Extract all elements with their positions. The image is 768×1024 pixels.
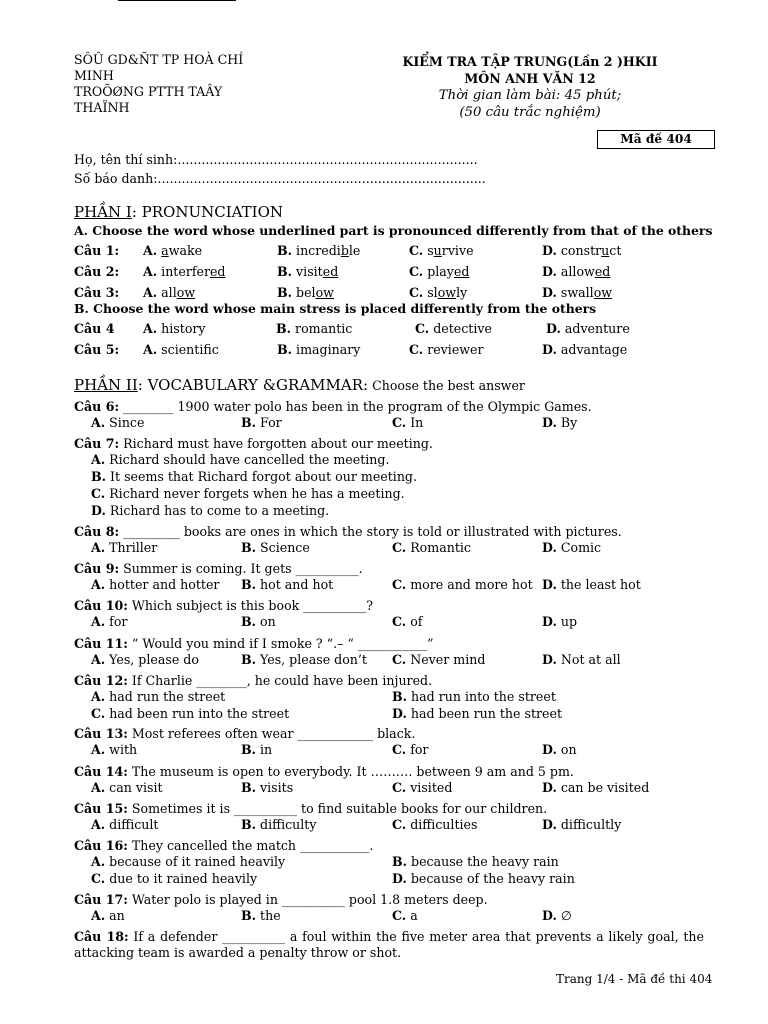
option-letter: D. <box>542 908 557 923</box>
option-text: Since <box>105 415 145 430</box>
question-text: Summer is coming. It gets __________. <box>119 561 363 576</box>
option-letter: B. <box>277 285 293 300</box>
option-letter: D. <box>542 243 557 258</box>
option-letter: B. <box>241 540 257 555</box>
exam-time: Thời gian làm bài: 45 phút; <box>438 88 622 103</box>
answer-option <box>409 285 467 300</box>
option-letter: A. <box>91 780 106 795</box>
option-letter: B. <box>276 321 292 336</box>
option-text: difficult <box>105 817 159 832</box>
option-text: on <box>556 742 577 757</box>
answer-option <box>143 321 206 336</box>
option-letter: D. <box>542 342 557 357</box>
answer-option <box>91 854 285 869</box>
option-text: hot and hot <box>256 577 334 592</box>
option-text: Richard should have cancelled the meeting. <box>105 452 390 467</box>
question-text: They cancelled the match ___________. <box>127 838 374 853</box>
answer-option <box>91 415 144 430</box>
option-text: had been run into the street <box>105 706 290 721</box>
option-text: for <box>105 614 128 629</box>
question-number: Câu 6: <box>74 399 120 414</box>
option-text: romantic <box>295 321 353 336</box>
answer-option <box>91 540 157 555</box>
answer-option <box>542 540 601 555</box>
exam-question-count: (50 câu trắc nghiệm) <box>459 105 601 120</box>
option-text: imaginary <box>296 342 361 357</box>
answer-option <box>241 577 333 592</box>
option-text: Yes, please don’t <box>256 652 367 667</box>
option-underlined-part: ow <box>437 285 457 300</box>
answer-option <box>277 264 338 279</box>
question-text: Most referees often wear ____________ black. <box>127 726 416 741</box>
option-letter: A. <box>143 243 158 258</box>
question-text: Water polo is played in __________ pool 1.8 meters deep. <box>127 892 488 907</box>
school-line: TROÕØNG PTTH TAÂY <box>74 84 223 99</box>
option-letter: C. <box>392 540 407 555</box>
option-text-pre: swall <box>560 285 594 300</box>
answer-option <box>241 817 316 832</box>
option-text: advantage <box>560 342 628 357</box>
question-text: Richard must have forgotten about our meeting. <box>119 436 433 451</box>
option-letter: D. <box>91 503 106 518</box>
school-name <box>74 52 264 116</box>
question-stem <box>74 399 592 414</box>
part2-heading: PHẦN II: VOCABULARY &GRAMMAR: Choose the best answer <box>74 376 525 394</box>
school-line: SÔÛ GD&ÑT TP HOÀ CHÍ <box>74 52 244 67</box>
answer-option <box>392 577 533 592</box>
option-letter: D. <box>392 706 407 721</box>
option-letter: A. <box>91 540 106 555</box>
option-text: Science <box>256 540 310 555</box>
option-text: up <box>556 614 578 629</box>
option-underlined-part: ed <box>453 264 470 279</box>
option-letter: D. <box>542 742 557 757</box>
option-text: Comic <box>556 540 602 555</box>
option-text: scientific <box>161 342 219 357</box>
question-stem <box>74 598 373 613</box>
answer-option <box>91 689 225 704</box>
question-number: Câu 13: <box>74 726 128 741</box>
option-letter: A. <box>91 577 106 592</box>
question-text: If a defender __________ a foul within the five meter area that prevents a likely goal, the attacking team is awarded a penalty throw or shot. <box>74 929 704 960</box>
option-text: an <box>105 908 125 923</box>
option-text: because of it rained heavily <box>105 854 286 869</box>
exam-title: KIỂM TRA TẬP TRUNG(Lần 2 )HKII <box>402 54 658 69</box>
answer-option <box>241 540 310 555</box>
option-letter: A. <box>143 321 158 336</box>
answer-option <box>392 817 477 832</box>
answer-option <box>91 614 127 629</box>
question-stem <box>74 838 373 853</box>
top-rule <box>118 0 236 1</box>
option-text: ∅ <box>556 908 572 923</box>
option-text-pre: visit <box>296 264 323 279</box>
exam-code: Mã đề 404 <box>597 130 715 149</box>
answer-option <box>542 415 577 430</box>
answer-option <box>277 342 360 357</box>
question-stem <box>74 764 574 779</box>
option-letter: D. <box>542 285 557 300</box>
option-letter: C. <box>91 706 106 721</box>
option-underlined-part: ed <box>594 264 611 279</box>
answer-option <box>392 706 562 721</box>
question-number: Câu 10: <box>74 598 128 613</box>
question-number: Câu 9: <box>74 561 120 576</box>
option-text: Never mind <box>406 652 486 667</box>
option-letter: C. <box>392 908 407 923</box>
option-text: By <box>556 415 578 430</box>
answer-option <box>542 264 610 279</box>
option-underlined-part: ed <box>209 264 226 279</box>
option-text: In <box>406 415 424 430</box>
answer-option <box>91 486 405 501</box>
option-text: Thriller <box>105 540 158 555</box>
option-underlined-part: b <box>340 243 349 258</box>
question-text: The museum is open to everybody. It ………. between 9 am and 5 pm. <box>127 764 574 779</box>
option-text: hotter and hotter <box>105 577 220 592</box>
candidate-name-line: Họ, tên thí sinh:........................................................................... <box>74 152 478 167</box>
option-underlined-part: ow <box>315 285 334 300</box>
option-text-pre: s <box>427 243 434 258</box>
answer-option <box>392 614 422 629</box>
option-underlined-part: ow <box>593 285 613 300</box>
question-stem <box>74 673 432 688</box>
answer-option <box>546 321 630 336</box>
option-underlined-part: u <box>433 243 442 258</box>
option-letter: B. <box>91 469 107 484</box>
answer-option <box>542 243 621 258</box>
option-letter: A. <box>91 742 106 757</box>
answer-option <box>143 342 219 357</box>
question-number: Câu 4 <box>74 321 115 336</box>
question-number: Câu 12: <box>74 673 128 688</box>
option-letter: C. <box>392 577 407 592</box>
answer-option <box>91 452 389 467</box>
option-text-pre: sl <box>427 285 438 300</box>
part1-heading: PHẦN I: PRONUNCIATION <box>74 203 283 221</box>
part1-instruction-a: A. Choose the word whose underlined part is pronounced differently from that of the others <box>74 223 713 238</box>
school-line: THAÏNH <box>74 100 130 115</box>
option-letter: A. <box>91 415 106 430</box>
question-number: Câu 1: <box>74 243 120 258</box>
option-letter: A. <box>91 614 106 629</box>
question-stem <box>74 726 415 741</box>
option-text: adventure <box>564 321 630 336</box>
answer-option <box>91 652 199 667</box>
answer-option <box>91 780 163 795</box>
option-letter: C. <box>409 342 424 357</box>
option-letter: C. <box>392 614 407 629</box>
option-letter: A. <box>143 264 158 279</box>
option-letter: A. <box>91 452 106 467</box>
option-underlined-part: ed <box>322 264 339 279</box>
question-stem <box>74 436 433 451</box>
option-letter: D. <box>542 652 557 667</box>
option-letter: C. <box>392 415 407 430</box>
option-letter: C. <box>415 321 430 336</box>
answer-option <box>392 908 418 923</box>
option-text: can visit <box>105 780 163 795</box>
option-letter: A. <box>143 342 158 357</box>
option-text-post: le <box>348 243 361 258</box>
option-letter: A. <box>91 908 106 923</box>
answer-option <box>143 264 226 279</box>
option-text: a <box>406 908 418 923</box>
school-line: MINH <box>74 68 114 83</box>
option-letter: C. <box>392 742 407 757</box>
option-text: because the heavy rain <box>407 854 559 869</box>
answer-option <box>392 854 559 869</box>
option-underlined-part: a <box>161 243 169 258</box>
option-letter: A. <box>143 285 158 300</box>
answer-option <box>241 780 293 795</box>
option-letter: D. <box>542 577 557 592</box>
option-text: For <box>256 415 282 430</box>
answer-option <box>542 577 641 592</box>
answer-option <box>392 689 556 704</box>
option-text: because of the heavy rain <box>406 871 575 886</box>
answer-option <box>392 540 471 555</box>
question-number: Câu 15: <box>74 801 128 816</box>
option-letter: D. <box>542 817 557 832</box>
question-text: If Charlie ________, he could have been injured. <box>127 673 433 688</box>
option-letter: B. <box>277 243 293 258</box>
option-letter: A. <box>91 652 106 667</box>
option-text-post: ly <box>456 285 468 300</box>
option-text: of <box>406 614 423 629</box>
option-text: with <box>105 742 138 757</box>
option-text-pre: incredi <box>296 243 341 258</box>
option-text: history <box>161 321 206 336</box>
answer-option <box>91 871 257 886</box>
option-text: difficulty <box>256 817 317 832</box>
answer-option <box>542 742 577 757</box>
option-letter: B. <box>277 342 293 357</box>
answer-option <box>542 285 612 300</box>
option-text: can be visited <box>556 780 650 795</box>
answer-option <box>392 871 575 886</box>
answer-option <box>91 706 289 721</box>
candidate-id-line: Số báo danh:.................................................................................. <box>74 171 486 186</box>
answer-option <box>91 469 417 484</box>
option-text-pre: allow <box>560 264 595 279</box>
option-letter: B. <box>241 577 257 592</box>
option-text: It seems that Richard forgot about our meeting. <box>106 469 417 484</box>
option-letter: C. <box>409 243 424 258</box>
question-number: Câu 8: <box>74 524 120 539</box>
option-text-pre: all <box>161 285 177 300</box>
question-text: “ Would you mind if I smoke ? “.– “ ___________” <box>127 636 434 651</box>
option-letter: D. <box>542 614 557 629</box>
answer-option <box>542 908 572 923</box>
option-text: had run the street <box>105 689 226 704</box>
option-letter: B. <box>392 854 408 869</box>
question-number: Câu 7: <box>74 436 120 451</box>
option-text-pre: constr <box>560 243 602 258</box>
answer-option <box>392 415 423 430</box>
option-text: more and more hot <box>406 577 533 592</box>
question-stem <box>74 892 488 907</box>
option-underlined-part: u <box>601 243 610 258</box>
option-letter: A. <box>91 689 106 704</box>
question-text: Sometimes it is __________ to find suitable books for our children. <box>127 801 548 816</box>
question-number: Câu 5: <box>74 342 120 357</box>
option-letter: C. <box>91 486 106 501</box>
question-number: Câu 14: <box>74 764 128 779</box>
option-letter: D. <box>542 780 557 795</box>
option-text-post: rvive <box>441 243 474 258</box>
question-number: Câu 2: <box>74 264 120 279</box>
option-underlined-part: ow <box>176 285 196 300</box>
answer-option <box>409 243 474 258</box>
answer-option <box>409 264 469 279</box>
option-letter: B. <box>241 652 257 667</box>
question-stem <box>74 636 434 651</box>
option-text: Not at all <box>556 652 621 667</box>
option-letter: C. <box>392 652 407 667</box>
option-letter: B. <box>241 780 257 795</box>
option-text: Romantic <box>406 540 471 555</box>
answer-option <box>91 742 137 757</box>
option-text: for <box>406 742 429 757</box>
option-letter: B. <box>241 742 257 757</box>
option-text: visits <box>256 780 294 795</box>
option-letter: D. <box>546 321 561 336</box>
option-text-post: ct <box>609 243 622 258</box>
answer-option <box>392 742 428 757</box>
option-text: the least hot <box>556 577 641 592</box>
answer-option <box>409 342 484 357</box>
option-text: Richard never forgets when he has a meeting. <box>105 486 405 501</box>
answer-option <box>241 652 367 667</box>
option-letter: B. <box>277 264 293 279</box>
option-text: difficulties <box>406 817 478 832</box>
option-letter: B. <box>241 817 257 832</box>
option-letter: A. <box>91 817 106 832</box>
question-number: Câu 16: <box>74 838 128 853</box>
option-letter: A. <box>91 854 106 869</box>
exam-header <box>330 53 730 121</box>
answer-option <box>415 321 492 336</box>
answer-option <box>241 742 272 757</box>
part1-instruction-b: B. Choose the word whose main stress is placed differently from the others <box>74 301 597 316</box>
answer-option <box>241 614 276 629</box>
question-stem <box>74 929 704 961</box>
answer-option <box>392 652 485 667</box>
answer-option <box>241 415 282 430</box>
option-text-pre: bel <box>296 285 316 300</box>
answer-option <box>542 817 621 832</box>
option-text-pre: interfer <box>161 264 210 279</box>
question-text: ________ 1900 water polo has been in the program of the Olympic Games. <box>119 399 592 414</box>
question-stem <box>74 524 622 539</box>
option-text: reviewer <box>427 342 484 357</box>
option-text: detective <box>433 321 492 336</box>
answer-option <box>143 285 195 300</box>
question-text: Which subject is this book __________? <box>127 598 374 613</box>
exam-subject: MÔN ANH VĂN 12 <box>464 71 596 86</box>
answer-option <box>542 780 649 795</box>
answer-option <box>542 342 627 357</box>
answer-option <box>91 577 219 592</box>
option-letter: C. <box>409 264 424 279</box>
answer-option <box>277 285 334 300</box>
option-letter: B. <box>241 614 257 629</box>
option-letter: C. <box>409 285 424 300</box>
question-number: Câu 17: <box>74 892 128 907</box>
answer-option <box>91 908 125 923</box>
option-letter: C. <box>392 780 407 795</box>
question-number: Câu 18: <box>74 929 129 944</box>
option-letter: D. <box>542 540 557 555</box>
answer-option <box>392 780 452 795</box>
option-text: had been run the street <box>406 706 563 721</box>
option-letter: B. <box>241 415 257 430</box>
question-stem <box>74 561 363 576</box>
answer-option <box>542 614 577 629</box>
question-number: Câu 11: <box>74 636 128 651</box>
answer-option <box>143 243 202 258</box>
option-text: difficultly <box>556 817 622 832</box>
option-letter: D. <box>542 264 557 279</box>
option-letter: B. <box>241 908 257 923</box>
option-text: due to it rained heavily <box>105 871 258 886</box>
question-text: _________ books are ones in which the story is told or illustrated with pictures. <box>119 524 622 539</box>
question-stem <box>74 801 547 816</box>
option-text-post: wake <box>168 243 203 258</box>
answer-option <box>277 243 360 258</box>
option-text: on <box>256 614 276 629</box>
option-letter: D. <box>542 415 557 430</box>
answer-option <box>276 321 352 336</box>
option-text: Yes, please do <box>105 652 199 667</box>
option-text: the <box>256 908 281 923</box>
question-number: Câu 3: <box>74 285 120 300</box>
option-letter: C. <box>91 871 106 886</box>
answer-option <box>241 908 281 923</box>
answer-option <box>542 652 621 667</box>
option-text: had run into the street <box>407 689 556 704</box>
answer-option <box>91 503 329 518</box>
option-text: Richard has to come to a meeting. <box>105 503 330 518</box>
option-letter: C. <box>392 817 407 832</box>
answer-option <box>91 817 158 832</box>
option-letter: B. <box>392 689 408 704</box>
option-text: visited <box>406 780 453 795</box>
option-text: in <box>256 742 273 757</box>
option-letter: D. <box>392 871 407 886</box>
option-text-pre: play <box>427 264 454 279</box>
page-footer: Trang 1/4 - Mã đề thi 404 <box>556 972 713 986</box>
